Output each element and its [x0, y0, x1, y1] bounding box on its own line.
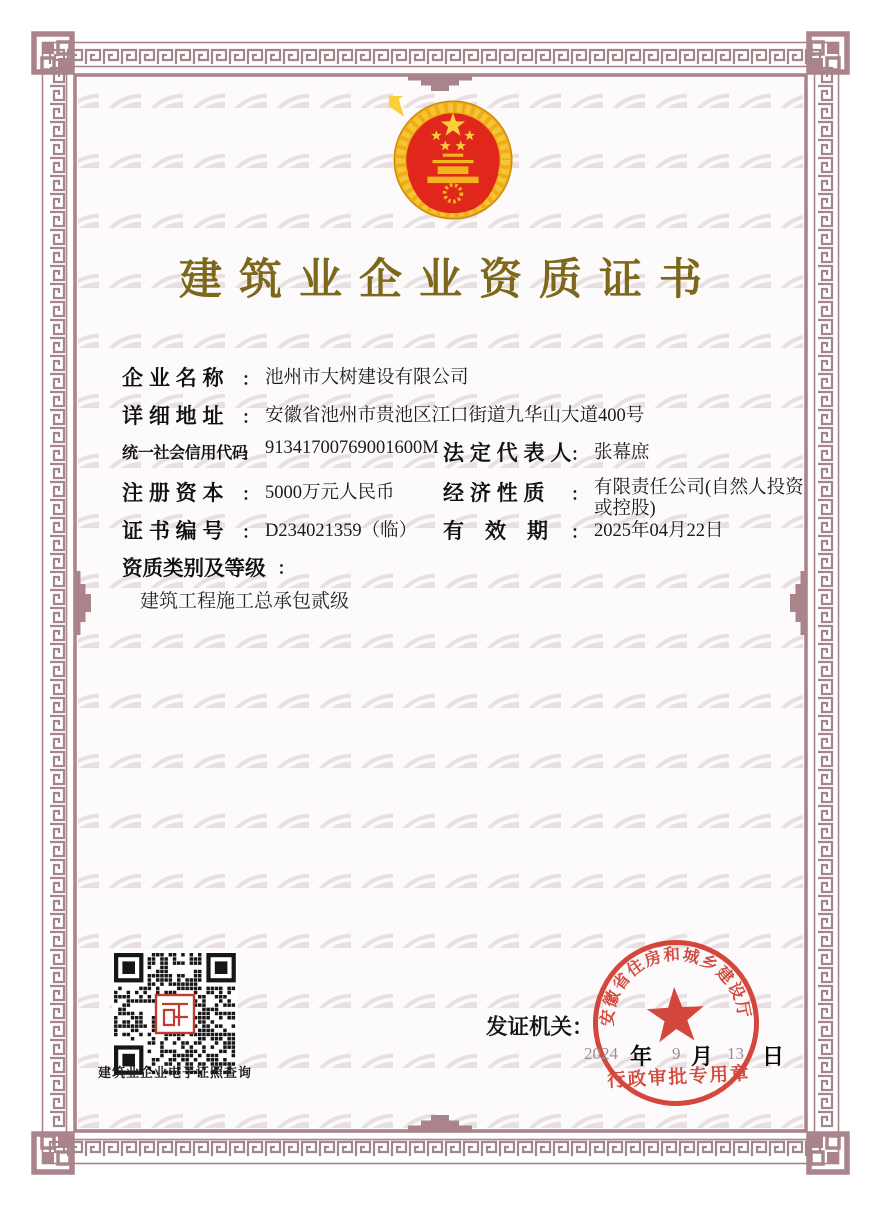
seal-ring-text: 安徽省住房和城乡建设厅: [597, 944, 755, 1027]
field-label: 详 细 地 址: [122, 405, 224, 428]
seal-star-icon: [646, 986, 706, 1043]
field-colon: ：: [242, 523, 259, 542]
emblem-stars-icon: [389, 96, 413, 117]
field-value: D234021359（临）: [265, 521, 418, 541]
field-address: [122, 400, 644, 430]
field-value: 5000万元人民币: [265, 483, 395, 503]
field-registered-capital: [122, 477, 395, 507]
field-company-name: [122, 362, 469, 392]
field-certificate-no: [122, 515, 417, 545]
field-value: 2025年04月22日: [594, 521, 724, 541]
field-credit-code: [122, 437, 439, 465]
qr-code: [112, 951, 238, 1077]
field-label: 统一社会信用代码: [122, 445, 248, 462]
field-colon: ：: [571, 523, 588, 542]
field-colon: ：: [242, 445, 259, 464]
field-colon: ：: [242, 370, 259, 389]
issuer-label: 发证机关：: [486, 1015, 594, 1039]
issue-date-year: 2024: [584, 1044, 618, 1063]
field-label: 注 册 资 本: [122, 482, 224, 505]
field-legal-representative: [443, 437, 650, 467]
issue-date-month-char: 月: [691, 1044, 714, 1069]
field-label: 有 效 期: [443, 520, 548, 543]
national-emblem-icon: [389, 96, 517, 224]
field-label: 资质类别及等级: [122, 557, 266, 580]
certificate-title: 建筑业企业资质证书: [179, 256, 719, 304]
field-label: 法 定 代 表 人: [443, 442, 572, 465]
field-value: 池州市大树建设有限公司: [265, 368, 469, 388]
field-valid-until: [443, 515, 724, 545]
field-colon: ：: [571, 445, 588, 464]
field-value: 有限责任公司(自然人投资或控股): [594, 478, 804, 519]
field-economic-nature: [443, 477, 818, 520]
field-value: 安徽省池州市贵池区江口街道九华山大道400号: [265, 406, 645, 426]
field-label: 经 济 性 质: [443, 482, 545, 505]
field-colon: ：: [242, 408, 259, 427]
issue-date-year-char: 年: [630, 1044, 653, 1069]
issue-date-day: 13: [727, 1044, 744, 1063]
field-colon: ：: [571, 485, 588, 504]
qualification-grade: 建筑工程施工总承包贰级: [140, 591, 350, 612]
qr-caption: 建筑业企业电子证照查询: [97, 1065, 252, 1080]
field-colon: ：: [277, 559, 295, 578]
issue-date-day-char: 日: [762, 1044, 785, 1069]
field-label: 证 书 编 号: [122, 520, 224, 543]
field-label: 企 业 名 称: [122, 367, 224, 390]
field-value: 91341700769001600M: [265, 438, 439, 458]
field-colon: ：: [242, 485, 259, 504]
issuing-authority-seal: [586, 933, 766, 1113]
seal-bottom-text: 行政审批专用章: [606, 1064, 752, 1092]
issue-date-month: 9: [672, 1044, 681, 1063]
field-qualification-header: [122, 551, 301, 581]
field-value: 张幕庶: [594, 443, 650, 463]
